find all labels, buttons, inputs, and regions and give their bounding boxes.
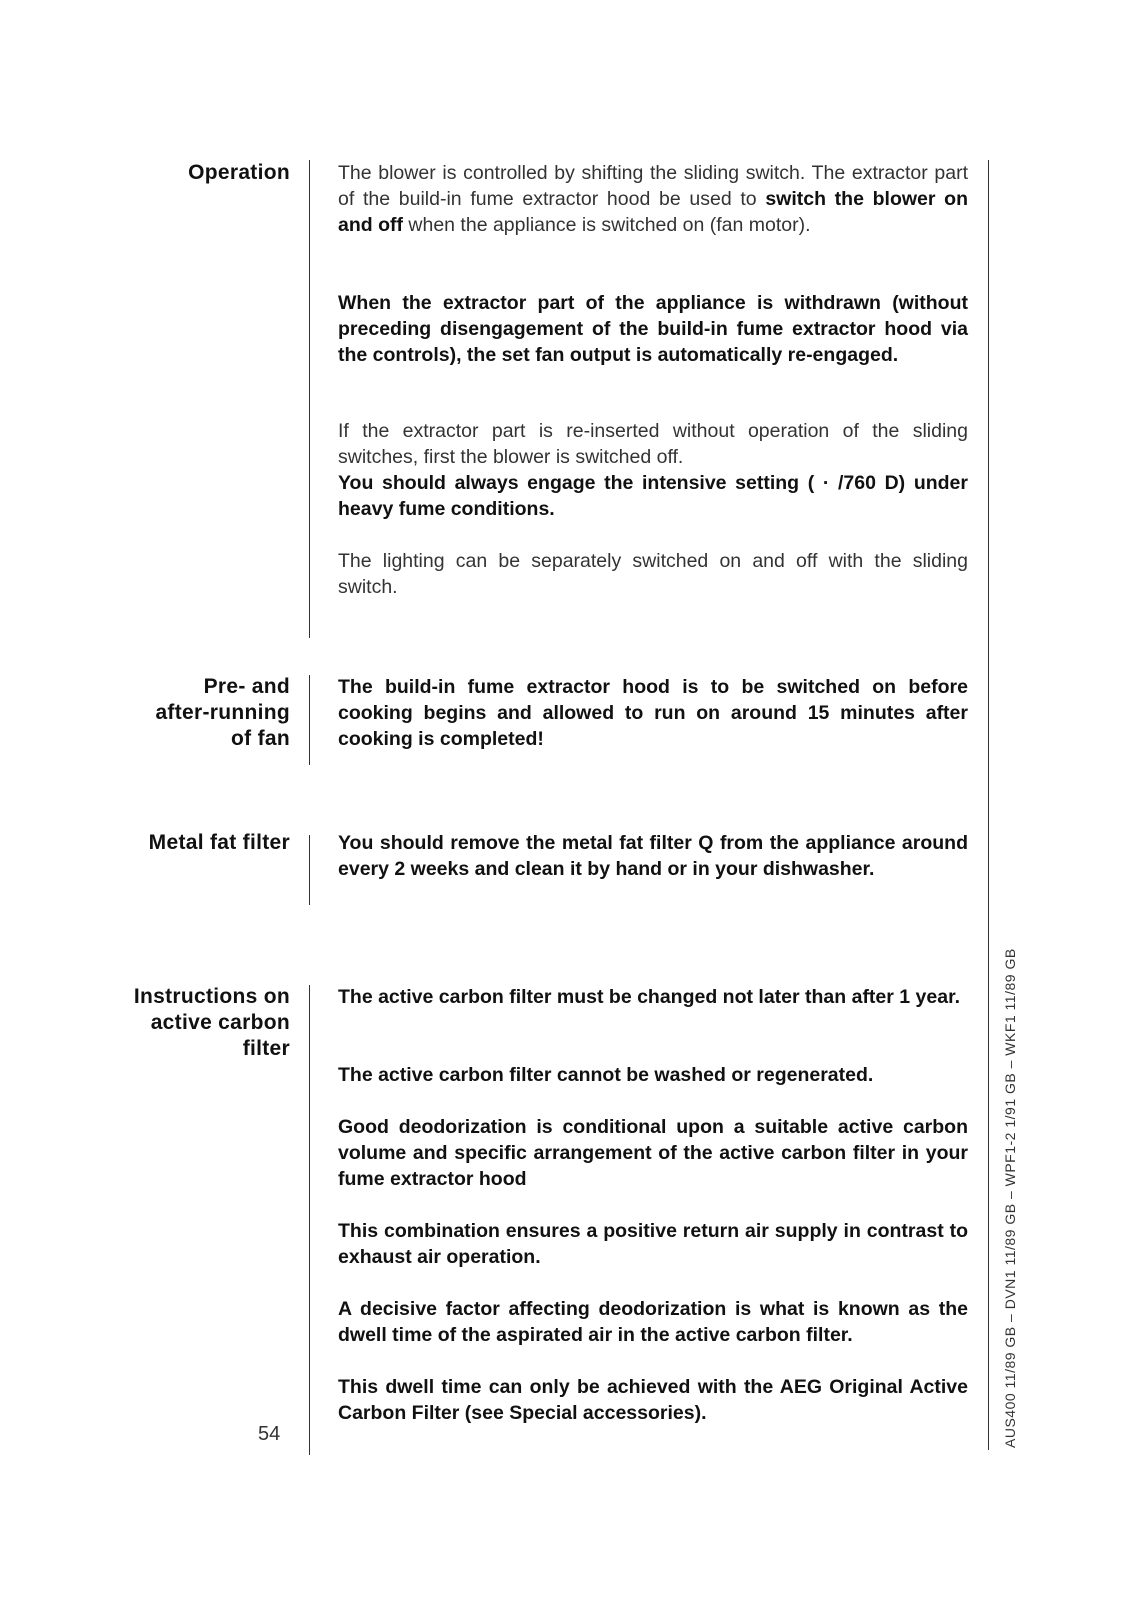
heading-carbon-line-1: Instructions on bbox=[133, 985, 290, 1008]
page-number: 54 bbox=[258, 1423, 281, 1445]
operation-p1-text-c: when the appliance is switched on (fan motor). bbox=[402, 214, 811, 236]
prerun-paragraph-1: The build-in fume extractor hood is to be switched on before cooking begins and allowed to run on around 15 minutes after cooking is completed! bbox=[338, 676, 968, 750]
operation-paragraph-3: If the extractor part is re-inserted without operation of the sliding switches, first the blower is switched off. bbox=[338, 420, 968, 468]
heading-operation: Operation bbox=[188, 161, 290, 184]
operation-paragraph-1 bbox=[338, 160, 968, 238]
heading-prerun-line-1: Pre- and bbox=[203, 675, 290, 698]
heading-metal-fat-filter: Metal fat filter bbox=[148, 831, 290, 854]
operation-p1-text-a: The blower is controlled by shifting the sliding switch. The extractor part of the build-in fume extractor hood be used to bbox=[338, 162, 968, 210]
carbon-paragraph-6: This dwell time can only be achieved with the AEG Original Active Carbon Filter (see Special accessories). bbox=[338, 1376, 968, 1424]
heading-carbon-filter bbox=[60, 984, 290, 1062]
carbon-paragraph-1: The active carbon filter must be changed not later than after 1 year. bbox=[338, 986, 961, 1008]
column-rule-metal bbox=[309, 835, 310, 905]
heading-prerun-line-3: of fan bbox=[231, 727, 290, 750]
column-rule-prerun bbox=[309, 675, 310, 765]
heading-prerun-line-2: after-running bbox=[155, 701, 290, 724]
heading-carbon-line-2: active carbon bbox=[150, 1011, 290, 1034]
carbon-paragraph-5: A decisive factor affecting deodorization is what is known as the dwell time of the aspirated air in the active carbon filter. bbox=[338, 1298, 968, 1346]
heading-carbon-line-3: filter bbox=[242, 1037, 290, 1060]
operation-paragraph-4: You should always engage the intensive setting ( · /760 D) under heavy fume conditions. bbox=[338, 472, 968, 520]
carbon-paragraph-4: This combination ensures a positive return air supply in contrast to exhaust air operation. bbox=[338, 1220, 968, 1268]
metal-paragraph-1: You should remove the metal fat filter Q from the appliance around every 2 weeks and clean it by hand or in your dishwasher. bbox=[338, 832, 968, 880]
operation-paragraph-2: When the extractor part of the appliance is withdrawn (without preceding disengagement of the build-in fume extractor hood via the controls), the set fan output is automatically re-engaged. bbox=[338, 292, 968, 366]
column-rule-operation bbox=[309, 160, 310, 638]
carbon-paragraph-3: Good deodorization is conditional upon a suitable active carbon volume and specific arrangement of the active carbon filter in your fume extractor hood bbox=[338, 1116, 968, 1190]
carbon-paragraph-2: The active carbon filter cannot be washed or regenerated. bbox=[338, 1064, 874, 1086]
column-rule-carbon bbox=[309, 985, 310, 1455]
side-reference-code: AUS400 11/89 GB – DVN1 11/89 GB – WPF1-2 1/91 GB – WKF1 11/89 GB bbox=[1002, 948, 1018, 1448]
heading-prerun bbox=[60, 674, 290, 752]
operation-p1-emphasis: switch the blower on and off bbox=[338, 188, 968, 236]
operation-paragraph-5: The lighting can be separately switched on and off with the sliding switch. bbox=[338, 550, 968, 598]
right-margin-rule bbox=[988, 160, 989, 1450]
